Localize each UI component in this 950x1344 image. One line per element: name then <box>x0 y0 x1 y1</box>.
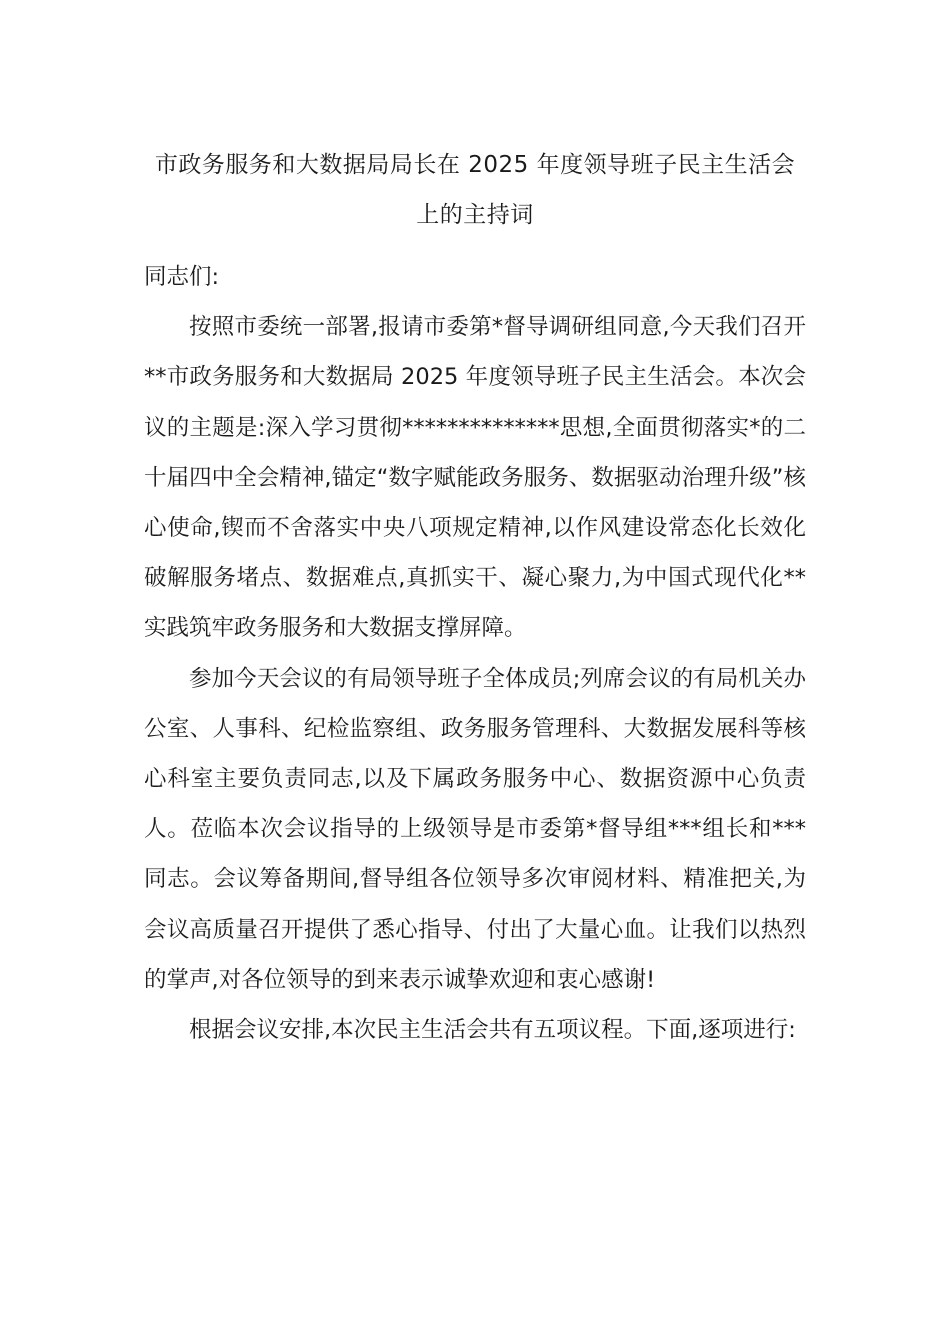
document-body <box>144 252 806 1055</box>
document-title-line-1: 市政务服务和大数据局局长在 2025 年度领导班子民主生活会 <box>154 152 796 178</box>
paragraph-agenda: 根据会议安排,本次民主生活会共有五项议程。下面,逐项进行: <box>189 1017 796 1044</box>
salutation: 同志们: <box>144 264 220 290</box>
document-title-line-2: 上的主持词 <box>416 202 534 228</box>
paragraph-attendees: 参加今天会议的有局领导班子全体成员;列席会议的有局机关办公室、人事科、纪检监察组、政务服务管理科、大数据发展科等核心科室主要负责同志,以及下属政务服务中心、数据资源中心负责人。莅临本次会议指导的上级领导是市委第*督导组***组长和***同志。会议筹备期间,督导组各位领导多次审阅材料、精准把关,为会议高质量召开提供了悉心指导、付出了大量心血。让我们以热烈的掌声,对各位领导的到来表示诚挚欢迎和衷心感谢! <box>144 665 806 993</box>
paragraph-meeting-theme: 按照市委统一部署,报请市委第*督导调研组同意,今天我们召开**市政务服务和大数据局 2025 年度领导班子民主生活会。本次会议的主题是:深入学习贯彻**************思想,全面贯彻落实*的二十届四中全会精神,锚定“数字赋能政务服务、数据驱动治理升级”核心使命,锲而不舍落实中央八项规定精神,以作风建设常态化长效化破解服务堵点、数据难点,真抓实干、凝心聚力,为中国式现代化**实践筑牢政务服务和大数据支撑屏障。 <box>144 314 806 642</box>
